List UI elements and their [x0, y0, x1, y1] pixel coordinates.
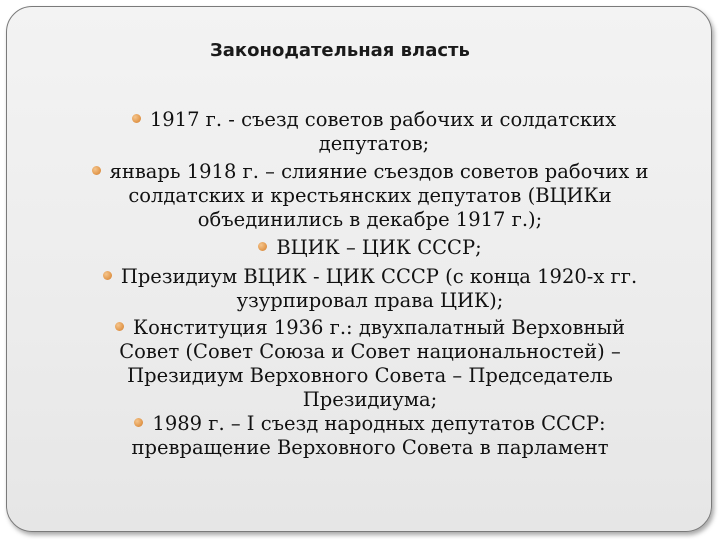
list-item-line: 1917 г. - съезд советов рабочих и солдатских	[104, 108, 644, 132]
list-item-line: январь 1918 г. – слияние съездов советов рабочих и	[50, 160, 690, 184]
list-item	[104, 108, 644, 156]
list-item	[50, 236, 690, 260]
list-item-line: Президиум ВЦИК - ЦИК СССР (с конца 1920-х гг.	[60, 265, 680, 289]
bullet-icon	[258, 242, 267, 251]
list-item-line: Совет (Совет Союза и Совет национальностей) –	[119, 340, 621, 363]
list-item	[60, 412, 680, 460]
bullet-icon	[134, 418, 143, 427]
list-item-line: депутатов;	[318, 132, 430, 155]
bullet-icon	[92, 166, 101, 175]
list-item-line: Конституция 1936 г.: двухпалатный Верховный	[60, 316, 680, 340]
list-item-line: Президиум Верховного Совета – Председатель	[127, 364, 613, 387]
bullet-icon	[103, 271, 112, 280]
list-item-line: узурпировал права ЦИК);	[236, 289, 504, 312]
bullet-icon	[115, 322, 124, 331]
bullet-icon	[132, 114, 141, 123]
list-item-line: превращение Верховного Совета в парламент	[131, 436, 609, 459]
list-item	[60, 316, 680, 412]
list-item-line: объединились в декабре 1917 г.);	[197, 208, 543, 231]
list-item	[50, 160, 690, 232]
list-item-line: ВЦИК – ЦИК СССР;	[50, 236, 690, 260]
slide-title: Законодательная власть	[210, 40, 470, 61]
list-item-line: 1989 г. – I съезд народных депутатов СССР:	[60, 412, 680, 436]
list-item	[60, 265, 680, 313]
list-item-line: солдатских и крестьянских депутатов (ВЦИКи	[128, 184, 612, 207]
list-item-line: Президиума;	[302, 388, 438, 411]
